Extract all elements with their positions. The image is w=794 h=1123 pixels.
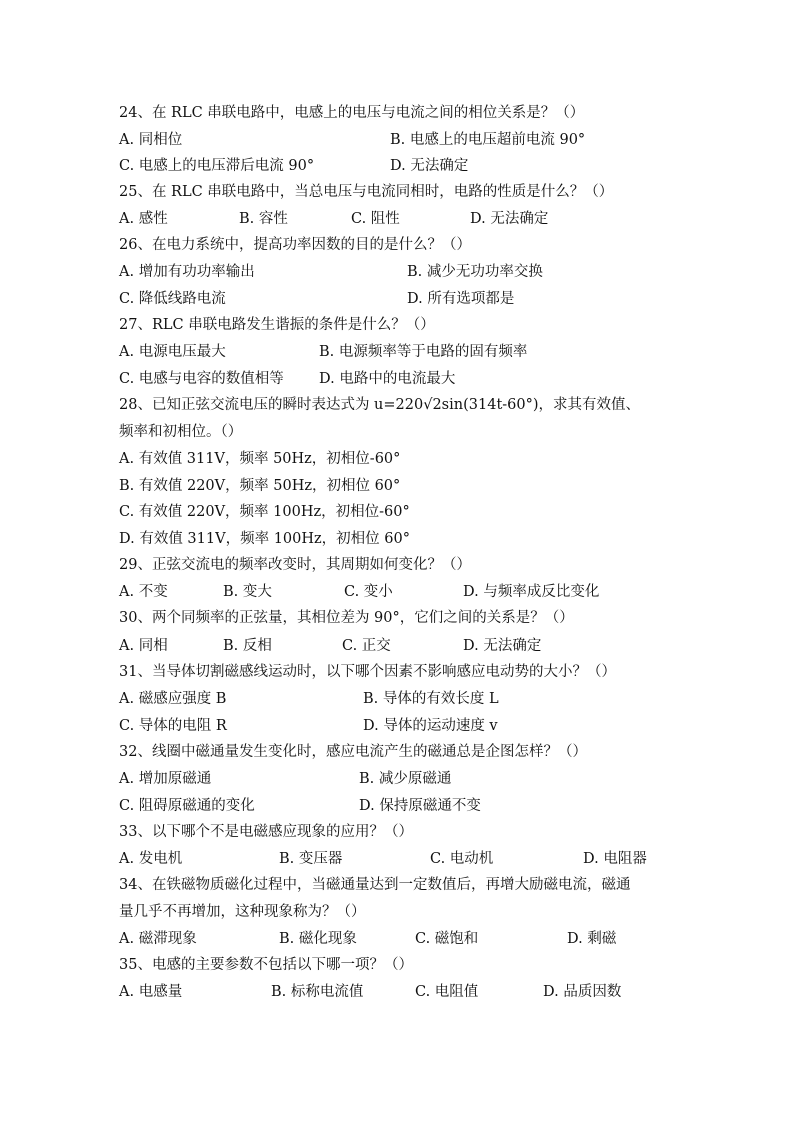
option-text: 同相位 [138, 132, 183, 148]
question-26-option-d [407, 289, 514, 309]
question-29-option-d [463, 582, 599, 602]
option-text: 所有选项都是 [427, 291, 515, 307]
option-label: B. [279, 851, 295, 867]
question-24-stem: 24、在 RLC 串联电路中，电感上的电压与电流之间的相位关系是？（） [119, 105, 585, 121]
option-text: 反相 [242, 638, 272, 654]
question-33-option-a [119, 849, 182, 869]
question-24-option-b [390, 130, 585, 150]
question-24-option-c [119, 156, 314, 176]
question-33-option-d [583, 849, 647, 869]
option-label: D. [319, 371, 335, 387]
question-29-option-a [119, 582, 168, 602]
option-label: B. [359, 771, 375, 787]
question-34-option-a [119, 929, 197, 949]
question-34-option-d [567, 929, 616, 949]
option-label: B. [407, 264, 423, 280]
option-label: A. [119, 931, 135, 947]
option-text: 磁化现象 [298, 931, 357, 947]
question-28-stem: 频率和初相位。（） [119, 424, 243, 440]
question-32-stem: 32、线圈中磁通量发生变化时，感应电流产生的磁通总是企图怎样？（） [119, 744, 587, 760]
option-text: 减少无功功率交换 [426, 264, 543, 280]
option-label: D. [407, 291, 423, 307]
option-text: 增加有功功率输出 [138, 264, 255, 280]
question-28-option-a [119, 449, 400, 469]
option-text: 电源电压最大 [138, 344, 226, 360]
option-label: B. [271, 984, 287, 1000]
option-text: 感性 [138, 211, 168, 227]
option-text: 磁滞现象 [138, 931, 197, 947]
option-text: 无法确定 [490, 211, 549, 227]
option-label: D. [463, 584, 479, 600]
question-25-option-b [239, 209, 288, 229]
option-label: D. [567, 931, 583, 947]
option-text: 电阻器 [603, 851, 647, 867]
question-34-option-c [415, 929, 478, 949]
option-label: C. [415, 984, 431, 1000]
option-text: 电阻值 [434, 984, 479, 1000]
question-32-option-b [359, 769, 451, 789]
option-text: 变小 [363, 584, 393, 600]
option-text: 容性 [258, 211, 288, 227]
option-label: D. [543, 984, 559, 1000]
question-24-option-d [390, 156, 468, 176]
option-label: D. [359, 798, 375, 814]
question-28-option-c [119, 502, 410, 522]
question-26-option-c [119, 289, 226, 309]
question-33-stem: 33、以下哪个不是电磁感应现象的应用？（） [119, 824, 413, 840]
question-27-stem: 27、RLC 串联电路发生谐振的条件是什么？（） [119, 317, 435, 333]
question-30-option-a [119, 636, 168, 656]
option-text: 导体的运动速度 v [383, 718, 498, 734]
question-33-option-c [430, 849, 493, 869]
question-35-option-c [415, 982, 478, 1002]
option-text: 无法确定 [483, 638, 542, 654]
option-text: 降低线路电流 [138, 291, 226, 307]
option-label: A. [119, 638, 135, 654]
question-35-option-b [271, 982, 363, 1002]
option-label: C. [342, 638, 358, 654]
question-29-option-b [223, 582, 272, 602]
option-text: 与频率成反比变化 [483, 584, 600, 600]
option-label: C. [119, 158, 135, 174]
question-27-option-a [119, 342, 226, 362]
option-label: B. [223, 638, 239, 654]
question-30-option-b [223, 636, 272, 656]
question-31-option-b [363, 689, 499, 709]
option-text: 电路中的电流最大 [339, 371, 456, 387]
option-label: A. [119, 344, 135, 360]
question-30-option-d [463, 636, 541, 656]
question-25-option-d [470, 209, 548, 229]
option-label: B. [319, 344, 335, 360]
option-text: 剩磁 [587, 931, 617, 947]
question-27-option-c [119, 369, 284, 389]
option-text: 标称电流值 [290, 984, 364, 1000]
option-text: 同相 [138, 638, 168, 654]
option-label: C. [351, 211, 367, 227]
option-label: D. [363, 718, 379, 734]
option-text: 变压器 [298, 851, 343, 867]
question-28-option-d [119, 529, 410, 549]
option-label: A. [119, 132, 135, 148]
option-label: C. [119, 371, 135, 387]
question-24-option-a [119, 130, 182, 150]
option-label: C. [344, 584, 360, 600]
option-text: 保持原磁通不变 [379, 798, 481, 814]
question-28-stem: 28、已知正弦交流电压的瞬时表达式为 u=220√2sin(314t-60°)，求其有效值、 [119, 397, 641, 413]
question-27-option-d [319, 369, 455, 389]
question-33-option-b [279, 849, 342, 869]
option-label: B. [223, 584, 239, 600]
question-34-option-b [279, 929, 357, 949]
option-text: 减少原磁通 [378, 771, 452, 787]
option-label: A. [119, 771, 135, 787]
option-label: B. [390, 132, 406, 148]
question-25-stem: 25、在 RLC 串联电路中，当总电压与电流同相时，电路的性质是什么？（） [119, 184, 614, 200]
question-32-option-d [359, 796, 481, 816]
option-label: A. [119, 584, 135, 600]
option-label: A. [119, 264, 135, 280]
option-label: B. [119, 478, 135, 494]
option-text: 有效值 220V，频率 50Hz，初相位 60° [138, 478, 401, 494]
option-text: 电感量 [138, 984, 183, 1000]
option-label: A. [119, 851, 135, 867]
option-label: D. [470, 211, 486, 227]
question-25-option-c [351, 209, 400, 229]
question-34-stem: 量几乎不再增加，这种现象称为？（） [119, 904, 366, 920]
question-35-option-a [119, 982, 182, 1002]
option-label: B. [363, 691, 379, 707]
option-text: 不变 [138, 584, 168, 600]
question-25-option-a [119, 209, 168, 229]
option-label: D. [463, 638, 479, 654]
question-31-stem: 31、当导体切割磁感线运动时，以下哪个因素不影响感应电动势的大小？（） [119, 664, 616, 680]
option-label: C. [430, 851, 446, 867]
question-26-option-a [119, 262, 255, 282]
option-label: B. [239, 211, 255, 227]
option-label: D. [583, 851, 599, 867]
question-26-stem: 26、在电力系统中，提高功率因数的目的是什么？（） [119, 237, 471, 253]
option-text: 变大 [242, 584, 272, 600]
option-text: 增加原磁通 [138, 771, 212, 787]
question-32-option-c [119, 796, 255, 816]
option-text: 发电机 [138, 851, 183, 867]
option-label: C. [119, 718, 135, 734]
option-text: 电感上的电压超前电流 90° [409, 132, 586, 148]
option-text: 磁感应强度 B [138, 691, 227, 707]
question-31-option-d [363, 716, 498, 736]
option-text: 电源频率等于电路的固有频率 [338, 344, 528, 360]
option-text: 正交 [361, 638, 391, 654]
question-30-option-c [342, 636, 391, 656]
question-26-option-b [407, 262, 543, 282]
option-label: A. [119, 691, 135, 707]
option-text: 导体的电阻 R [138, 718, 227, 734]
question-31-option-c [119, 716, 227, 736]
question-35-stem: 35、电感的主要参数不包括以下哪一项？（） [119, 957, 413, 973]
option-label: C. [119, 798, 135, 814]
option-label: B. [279, 931, 295, 947]
question-30-stem: 30、两个同频率的正弦量，其相位差为 90°，它们之间的关系是？（） [119, 610, 574, 626]
option-label: C. [119, 504, 135, 520]
question-27-option-b [319, 342, 527, 362]
option-label: C. [119, 291, 135, 307]
question-29-option-c [344, 582, 393, 602]
option-text: 有效值 311V，频率 100Hz，初相位 60° [139, 531, 410, 547]
question-28-option-b [119, 476, 400, 496]
option-text: 导体的有效长度 L [382, 691, 499, 707]
option-text: 电感与电容的数值相等 [138, 371, 284, 387]
option-text: 无法确定 [410, 158, 469, 174]
option-text: 品质因数 [563, 984, 622, 1000]
option-label: A. [119, 451, 135, 467]
option-text: 阻性 [370, 211, 400, 227]
question-32-option-a [119, 769, 211, 789]
option-label: D. [390, 158, 406, 174]
option-text: 阻碍原磁通的变化 [138, 798, 255, 814]
question-34-stem: 34、在铁磁物质磁化过程中，当磁通量达到一定数值后，再增大励磁电流，磁通 [119, 877, 631, 893]
option-label: C. [415, 931, 431, 947]
option-text: 电动机 [449, 851, 494, 867]
option-text: 磁饱和 [434, 931, 479, 947]
question-35-option-d [543, 982, 621, 1002]
option-label: A. [119, 984, 135, 1000]
option-text: 电感上的电压滞后电流 90° [138, 158, 315, 174]
question-31-option-a [119, 689, 226, 709]
option-label: A. [119, 211, 135, 227]
question-29-stem: 29、正弦交流电的频率改变时，其周期如何变化？（） [119, 557, 471, 573]
option-text: 有效值 311V，频率 50Hz，初相位-60° [138, 451, 401, 467]
option-text: 有效值 220V，频率 100Hz，初相位-60° [138, 504, 410, 520]
option-label: D. [119, 531, 135, 547]
